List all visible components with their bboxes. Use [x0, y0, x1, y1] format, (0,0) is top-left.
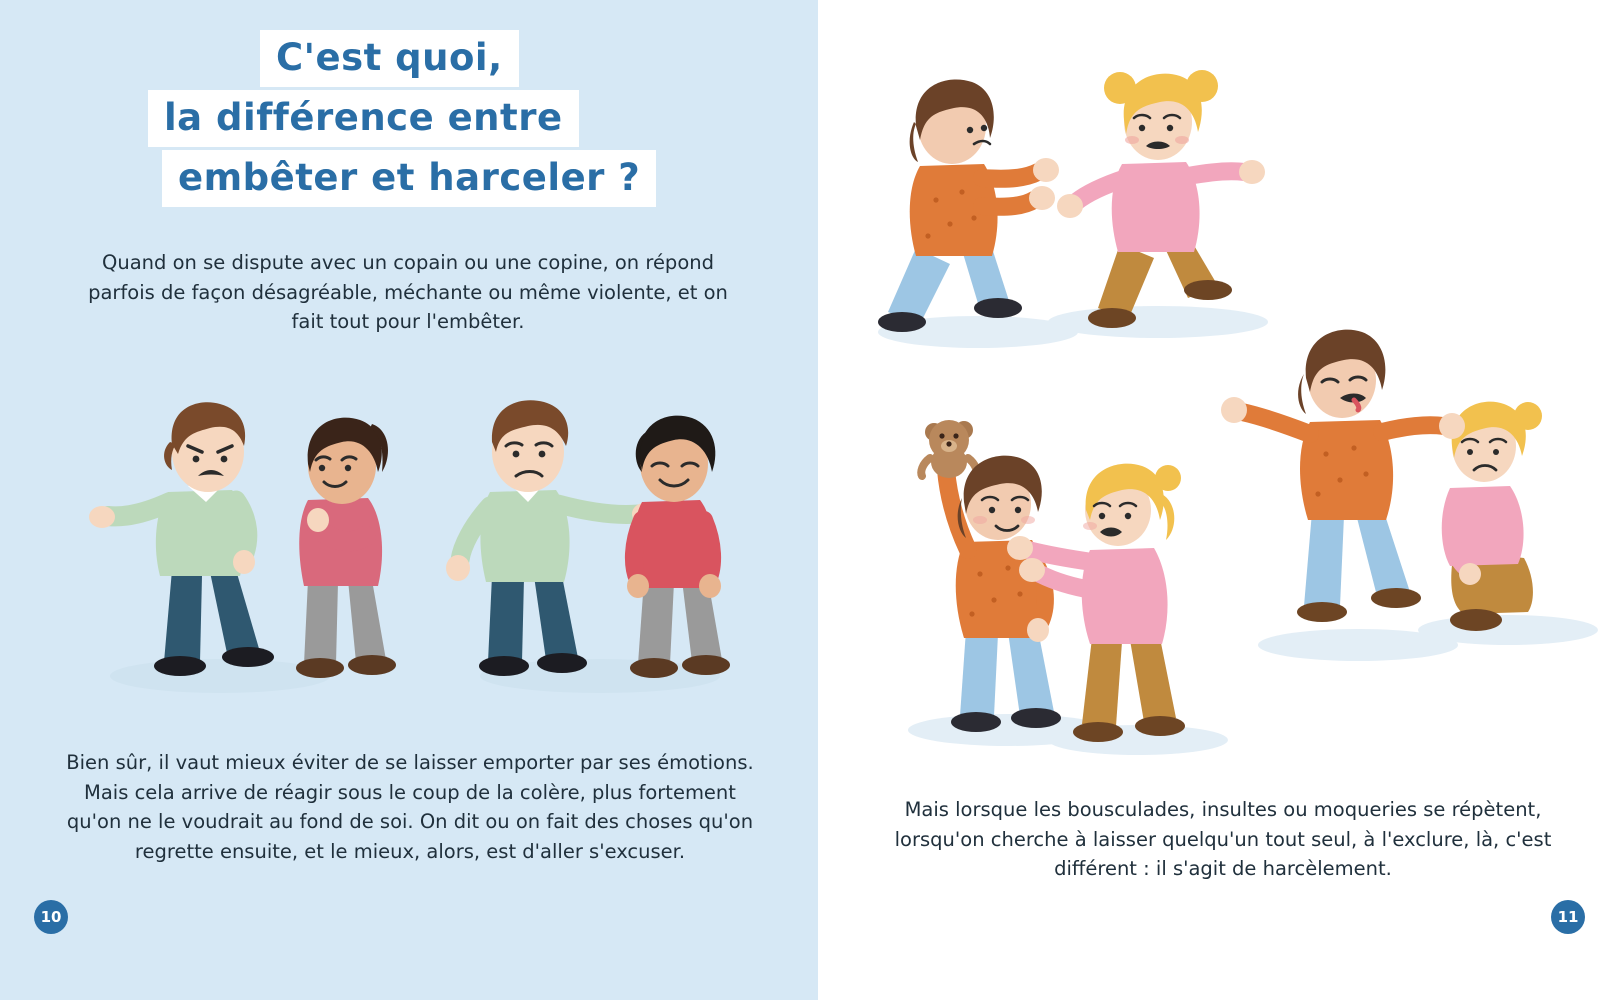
page-number-left: 10 — [34, 900, 68, 934]
right-paragraph-bottom: Mais lorsque les bousculades, insultes ou moqueries se répètent, lorsqu'on cherche à laisser quelqu'un tout seul, à l'exclure, là, c'est différent : il s'agit de harcèlement. — [894, 798, 1552, 881]
right-page — [818, 0, 1619, 1000]
left-paragraph-top: Quand on se dispute avec un copain ou une copine, on répond parfois de façon désagréable, méchante ou même violente, et on fait tout pour l'embêter. — [88, 251, 728, 334]
quarrel-apology-svg — [60, 380, 760, 710]
illustration-teddy-taken — [868, 400, 1248, 760]
exclusion-svg — [1208, 300, 1608, 680]
teddy-bear-icon — [921, 420, 976, 478]
teddy-svg — [868, 400, 1248, 760]
left-paragraph-bottom: Bien sûr, il vaut mieux éviter de se laisser emporter par ses émotions. Mais cela arrive de réagir sous le coup de la colère, plus fortement qu'on ne le voudrait au fond de soi. On dit ou on fait des choses qu'on regrette ensuite, et le mieux, alors, est d'aller s'excuser. — [66, 751, 754, 863]
title-line-2: la différence entre — [148, 90, 579, 147]
page-title — [140, 30, 680, 210]
illustration-exclusion — [1208, 300, 1608, 680]
title-line-1: C'est quoi, — [260, 30, 519, 87]
illustration-quarrel-and-apology — [60, 380, 760, 710]
page-number-right: 11 — [1551, 900, 1585, 934]
title-line-3: embêter et harceler ? — [162, 150, 656, 207]
